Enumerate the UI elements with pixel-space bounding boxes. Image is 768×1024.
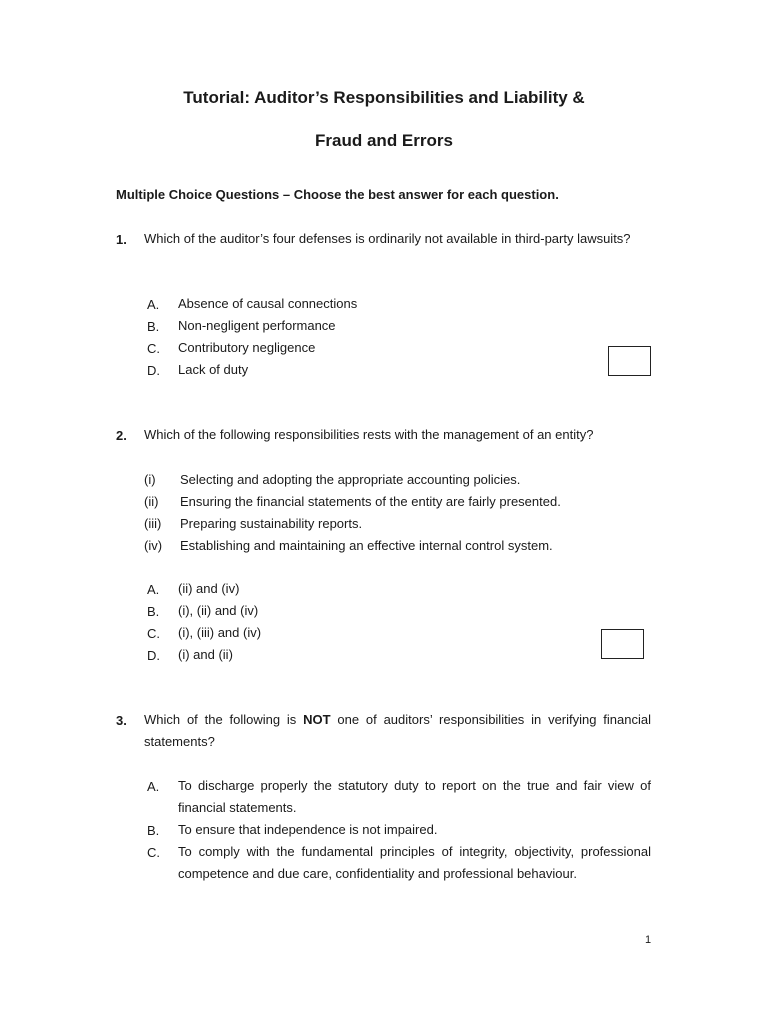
question-2-option-d-text: (i) and (ii) (178, 647, 233, 662)
question-2-statement-i-number: (i) (144, 472, 156, 487)
question-1-option-d-letter: D. (147, 363, 160, 378)
page-number: 1 (645, 934, 652, 946)
question-1-option-a-text: Absence of causal connections (178, 296, 358, 311)
question-2-option-b-text: (i), (ii) and (iv) (178, 603, 259, 618)
question-3-option-a-text: To discharge properly the statutory duty to report on the true and fair view of financial statements. (178, 778, 651, 815)
question-2-number: 2. (116, 428, 127, 443)
question-2-option-c-letter: C. (147, 626, 160, 641)
question-1-option-c-letter: C. (147, 341, 160, 356)
question-1-text: Which of the auditor’s four defenses is ordinarily not available in third-party lawsuits? (144, 231, 631, 246)
question-2-option-d-letter: D. (147, 648, 160, 663)
question-2-option-a-text: (ii) and (iv) (178, 581, 240, 596)
question-1-option-b-letter: B. (147, 319, 160, 334)
question-2-option-a-letter: A. (147, 582, 160, 597)
question-3-option-a-letter: A. (147, 779, 160, 794)
document-title-line-1: Tutorial: Auditor’s Responsibilities and Liability & (183, 88, 585, 107)
question-3-option-c-letter: C. (147, 845, 160, 860)
document-title-line-2: Fraud and Errors (315, 131, 453, 150)
question-3-option-b-text: To ensure that independence is not impaired. (178, 822, 438, 837)
question-3-text-emphasis: NOT (303, 712, 331, 727)
question-1-option-d-text: Lack of duty (178, 362, 249, 377)
question-2-statement-iv-text: Establishing and maintaining an effective internal control system. (180, 538, 553, 553)
question-1-option-b-text: Non-negligent performance (178, 318, 336, 333)
question-1-number: 1. (116, 232, 127, 247)
question-1-option-a-letter: A. (147, 297, 160, 312)
question-3-text-after: one of auditors’ responsibilities in verifying financial statements? (144, 712, 651, 749)
question-3-text-before: Which of the following is (144, 712, 304, 727)
question-3-option-b-letter: B. (147, 823, 160, 838)
question-1-answer-box[interactable] (608, 346, 651, 376)
question-2-statement-ii-text: Ensuring the financial statements of the entity are fairly presented. (180, 494, 561, 509)
question-1-option-c-text: Contributory negligence (178, 340, 316, 355)
question-2-statement-i-text: Selecting and adopting the appropriate accounting policies. (180, 472, 521, 487)
question-2-statement-iii-text: Preparing sustainability reports. (180, 516, 363, 531)
question-2-option-b-letter: B. (147, 604, 160, 619)
question-3-number: 3. (116, 713, 127, 728)
question-2-text: Which of the following responsibilities rests with the management of an entity? (144, 427, 594, 442)
question-2-statement-ii-number: (ii) (144, 494, 159, 509)
question-2-option-c-text: (i), (iii) and (iv) (178, 625, 262, 640)
instructions: Multiple Choice Questions – Choose the best answer for each question. (116, 187, 559, 202)
question-3-text (144, 709, 651, 753)
question-2-statement-iii-number: (iii) (144, 516, 162, 531)
question-2-answer-box[interactable] (601, 629, 644, 659)
question-3-option-c-text: To comply with the fundamental principles of integrity, objectivity, professional competence and due care, confidentiality and professional behaviour. (178, 844, 651, 881)
question-2-statement-iv-number: (iv) (144, 538, 163, 553)
